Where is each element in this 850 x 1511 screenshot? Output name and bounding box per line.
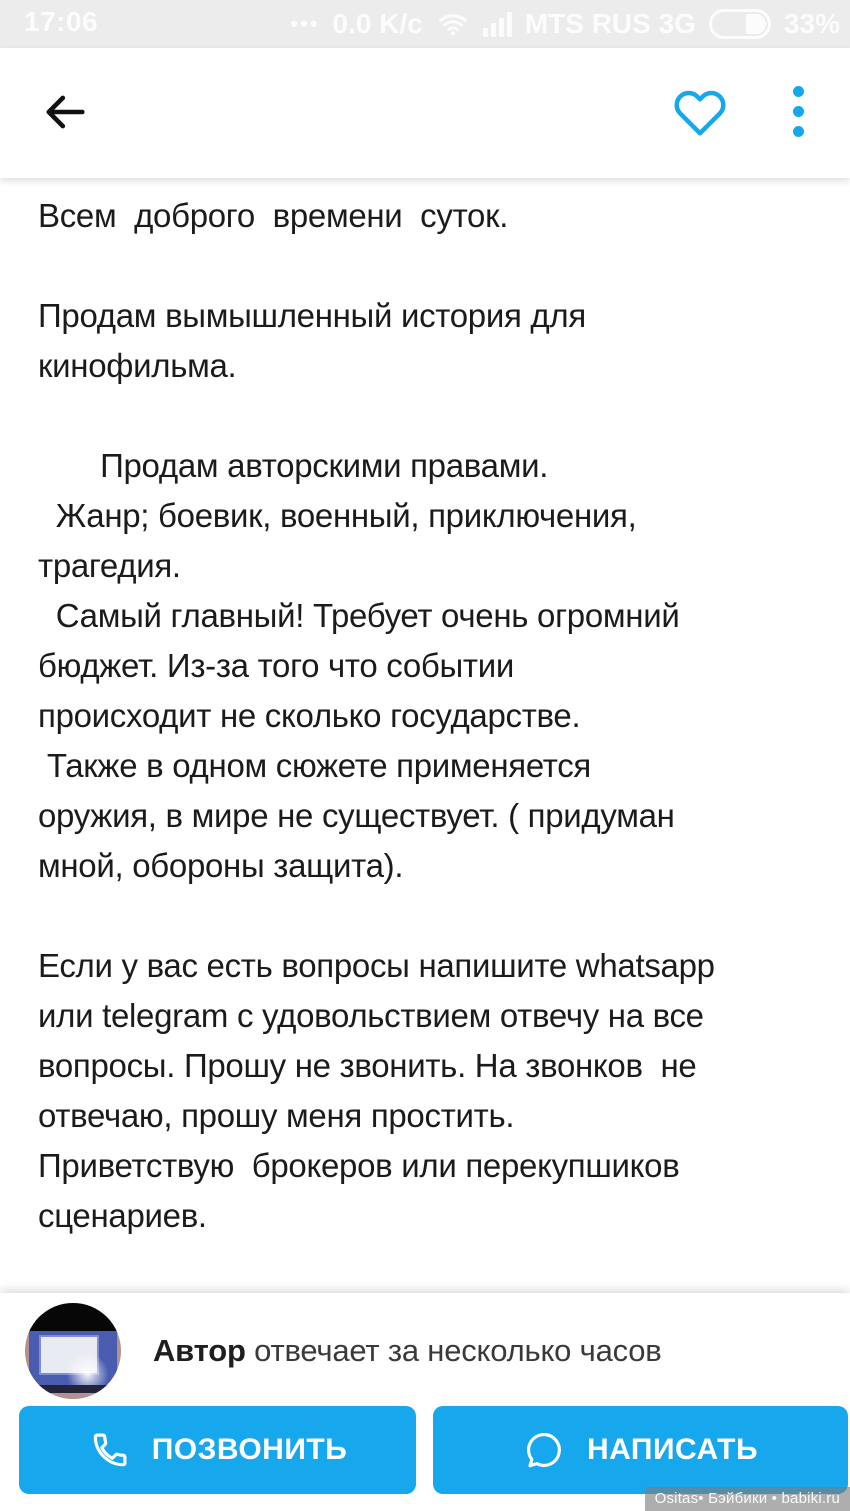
seller-info-row[interactable] (25, 1303, 830, 1399)
description-line: Также в одном сюжете применяется (38, 747, 591, 784)
description-line: сценариев. (38, 1197, 207, 1234)
seller-avatar[interactable] (25, 1303, 121, 1399)
seller-name: Автор (153, 1333, 246, 1368)
network-speed: 0.0 K/c (332, 8, 423, 39)
description-line: Жанр; боевик, военный, приключения, (38, 497, 637, 534)
seller-response-info (153, 1333, 662, 1369)
call-button-label: ПОЗВОНИТЬ (151, 1433, 348, 1466)
bottom-action-bar (0, 1293, 850, 1511)
description-line: Всем доброго времени суток. (38, 197, 509, 234)
signal-strength-icon (483, 11, 512, 37)
watermark: Ositas• Бэйбики • babiki.ru (645, 1487, 850, 1511)
listing-description (38, 191, 830, 1241)
description-line: вопросы. Прошу не звонить. На звонков не (38, 1047, 697, 1084)
clock: 17:06 (24, 6, 99, 37)
call-button[interactable] (19, 1406, 416, 1494)
description-line: кинофильма. (38, 347, 237, 384)
phone-icon (88, 1429, 130, 1471)
kebab-dot (793, 126, 804, 137)
description-line (38, 891, 830, 941)
description-line: отвечаю, прошу меня простить. (38, 1097, 515, 1134)
kebab-dot (793, 106, 804, 117)
battery-icon (709, 9, 771, 39)
avatar-photo-cap (25, 1303, 121, 1331)
description-line: оружия, в мире не существует. ( придуман (38, 797, 675, 834)
notification-dots-icon: ••• (290, 11, 320, 36)
status-icons (290, 0, 840, 48)
back-arrow-icon (36, 86, 94, 138)
wifi-icon (436, 9, 470, 39)
kebab-dot (793, 86, 804, 97)
description-line: мной, обороны защита). (38, 847, 404, 884)
write-button-label: НАПИСАТЬ (586, 1433, 759, 1466)
back-button[interactable] (36, 86, 94, 138)
battery-percent: 33% (783, 8, 840, 39)
description-line: трагедия. (38, 547, 181, 584)
write-button[interactable] (433, 1406, 848, 1494)
description-line: Приветствую брокеров или перекупшиков (38, 1147, 680, 1184)
chat-bubble-icon (523, 1429, 565, 1471)
carrier-label: MTS RUS 3G (524, 8, 696, 39)
description-line: бюджет. Из-за того что событии (38, 647, 515, 684)
description-line (38, 241, 830, 291)
description-line: Продам вымышленный история для (38, 297, 586, 334)
heart-icon (672, 84, 728, 138)
description-line (38, 391, 830, 441)
overflow-menu-button[interactable] (778, 82, 818, 140)
description-line: происходит не сколько государстве. (38, 697, 581, 734)
avatar-photo-strip (25, 1385, 121, 1394)
favorite-button[interactable] (672, 84, 728, 138)
description-line: Продам авторскими правами. (38, 447, 549, 484)
description-line: Если у вас есть вопросы напишите whatsapp (38, 947, 715, 984)
description-line: или telegram с удовольствием отвечу на все (38, 997, 704, 1034)
status-bar (0, 0, 850, 48)
seller-response-time: отвечает за несколько часов (254, 1333, 662, 1368)
description-line: Самый главный! Требует очень огромний (38, 597, 680, 634)
app-header (0, 48, 850, 178)
